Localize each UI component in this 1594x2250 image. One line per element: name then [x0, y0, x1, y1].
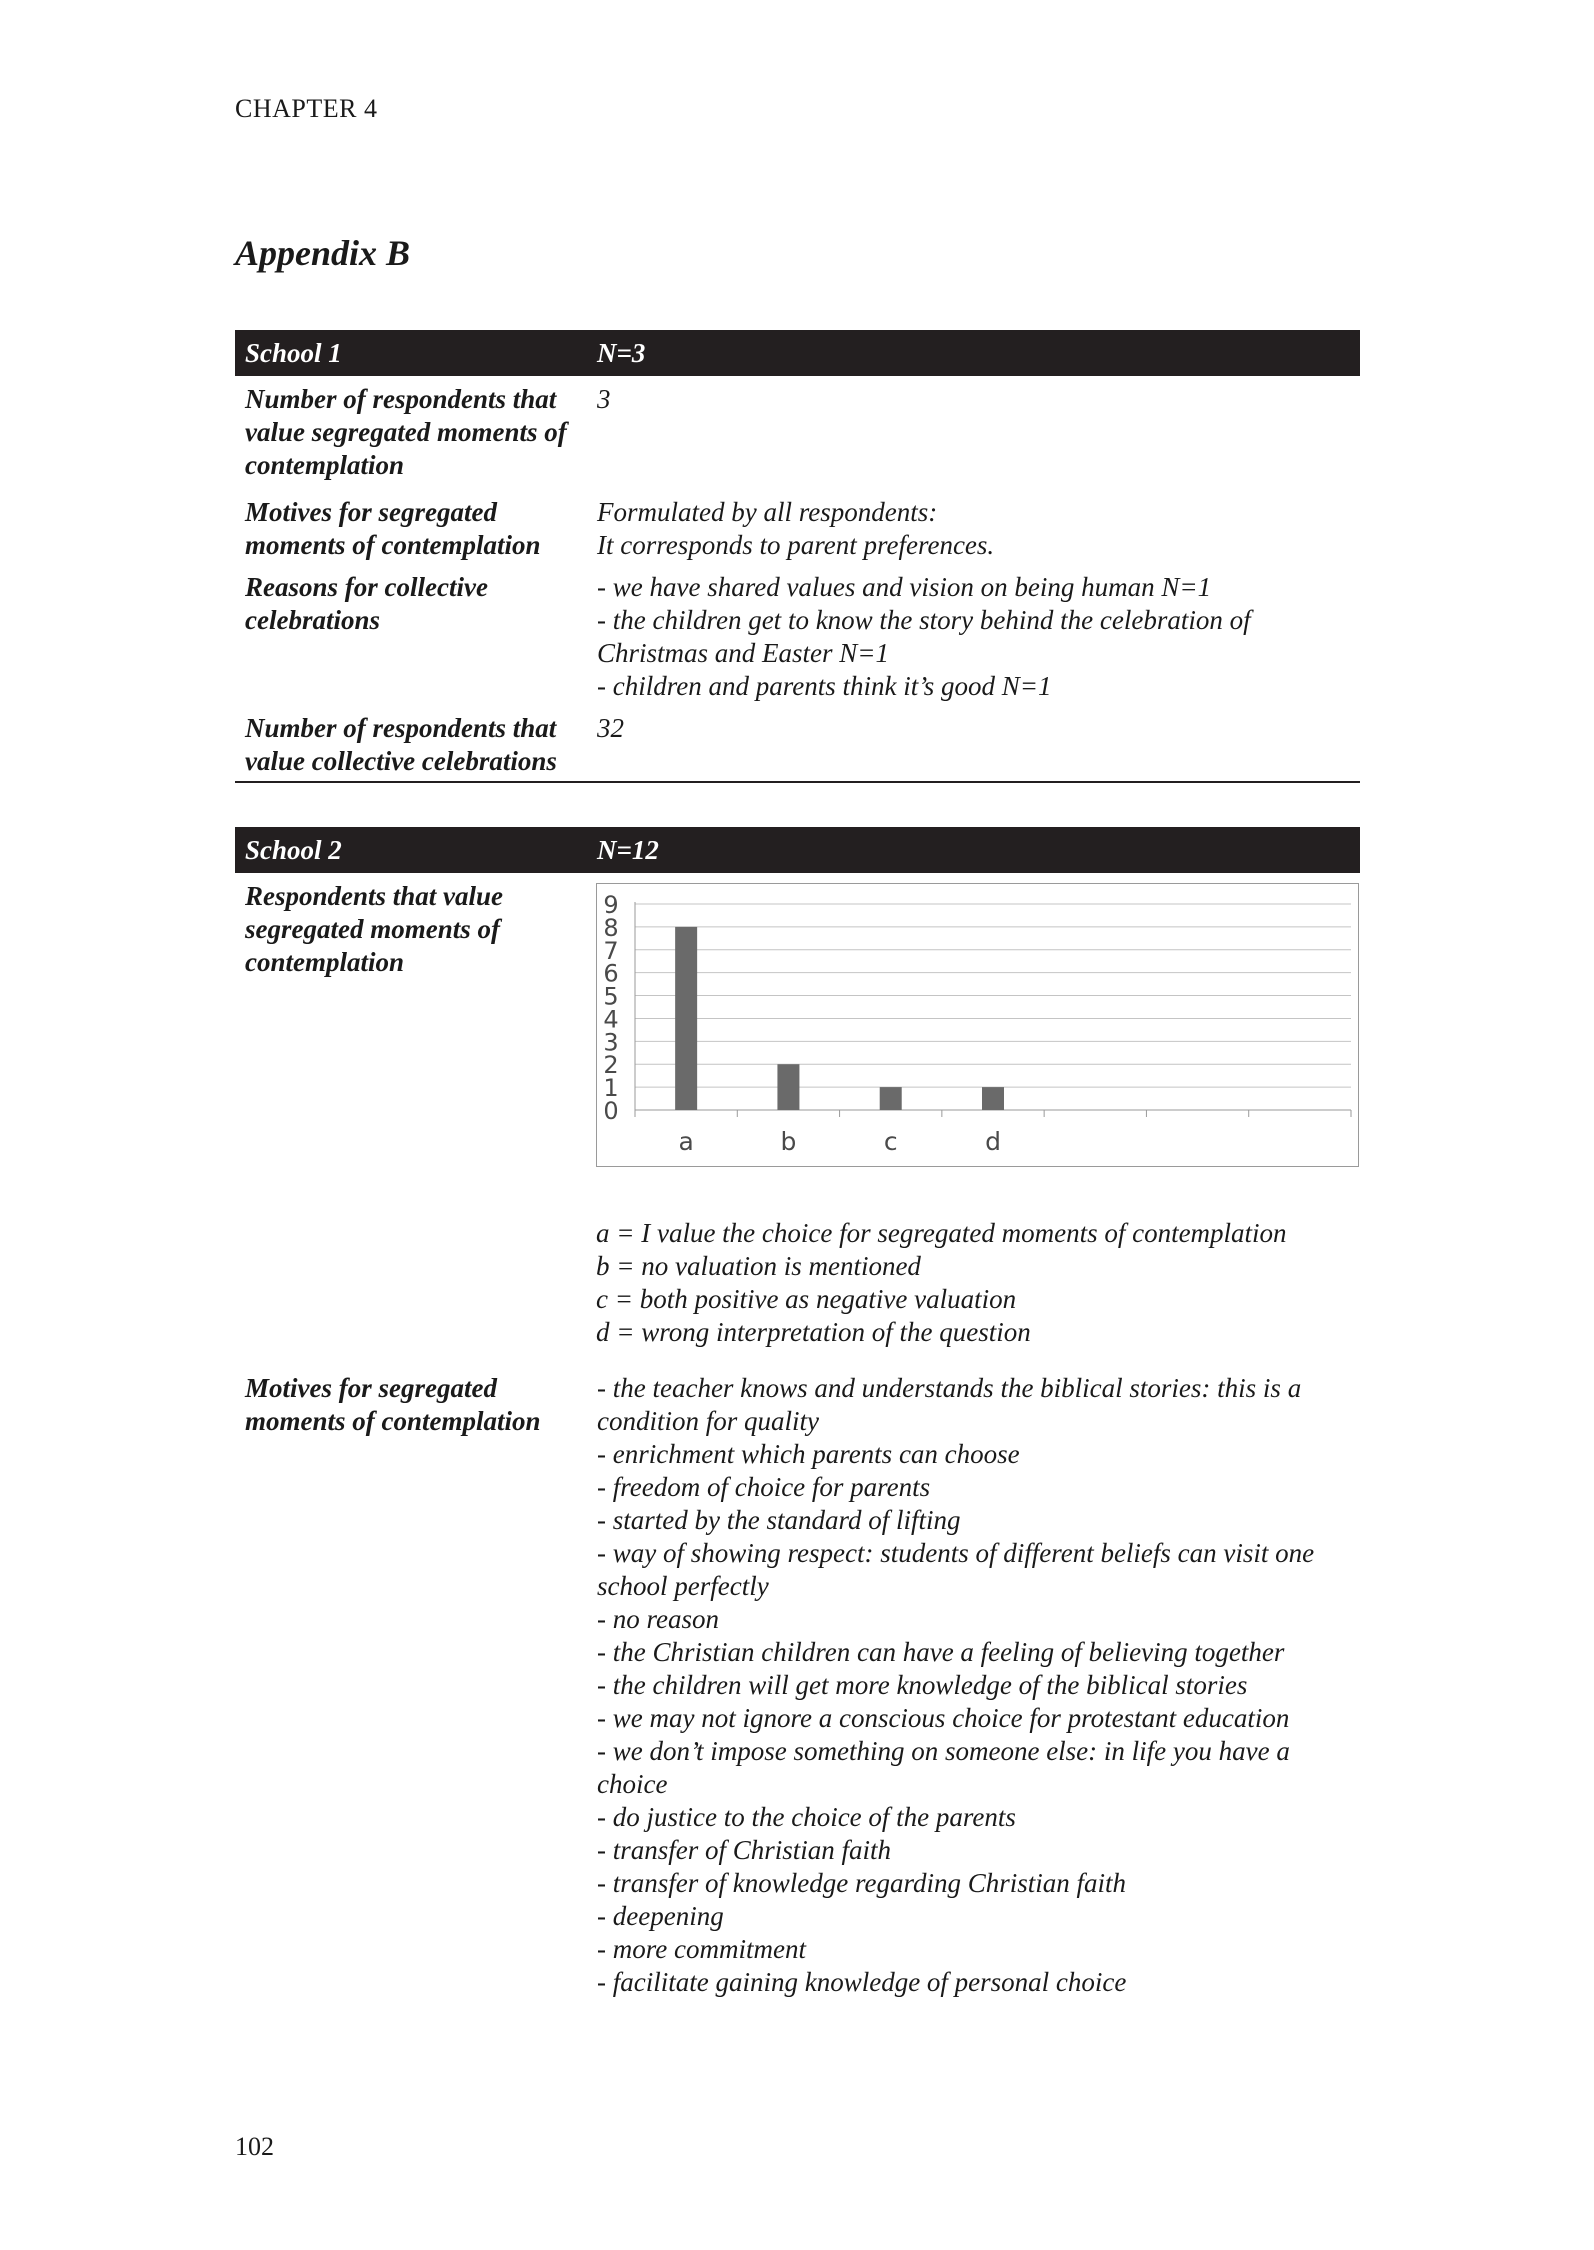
motive-line: - we may not ignore a conscious choice for protestant education: [597, 1703, 1290, 1733]
value-line: 3: [597, 384, 611, 414]
school2-motives-section: [235, 1372, 1360, 1999]
motive-line: - the Christian children can have a feeling of believing together: [597, 1637, 1285, 1667]
row-value: [587, 1372, 1360, 1999]
school2-header-name: School 2: [245, 834, 342, 865]
page-number: 102: [235, 2132, 274, 2161]
row-value: [587, 571, 1360, 703]
row-value: [587, 383, 1360, 482]
chart-legend: [596, 1217, 1287, 1349]
school2-header: [235, 827, 1360, 873]
motive-line: - started by the standard of lifting: [597, 1505, 961, 1535]
motive-line: - enrichment which parents can choose: [597, 1439, 1020, 1469]
school1-header-count: N=3: [597, 337, 646, 368]
row-value: [587, 712, 1360, 778]
school1-row-collective-count: [235, 703, 1360, 783]
y-tick-label: 5: [603, 982, 619, 1011]
respondents-bar-chart: [596, 883, 1359, 1167]
value-line: - children and parents think it’s good N=1: [597, 671, 1052, 701]
legend-line: d = wrong interpretation of the question: [596, 1317, 1031, 1347]
value-line: Formulated by all respondents:: [597, 497, 938, 527]
school2-row-motives: [235, 1372, 1360, 1999]
y-tick-label: 7: [603, 936, 619, 965]
bar-b: [777, 1064, 799, 1110]
bar-chart-svg: [597, 884, 1357, 1165]
bar-c: [880, 1087, 902, 1110]
motive-line: - way of showing respect: students of different beliefs can visit one school perfectly: [597, 1538, 1315, 1601]
y-tick-label: 9: [603, 891, 619, 919]
y-tick-label: 2: [603, 1051, 619, 1080]
row-value: [587, 496, 1360, 562]
school1-header-name: School 1: [245, 337, 342, 368]
row-label: Motives for segregated moments of contemplation: [245, 497, 541, 560]
y-tick-label: 1: [603, 1074, 619, 1103]
row-label: Number of respondents that value collective celebrations: [245, 713, 557, 776]
value-line: - the children get to know the story behind the celebration of Christmas and Easter N=1: [597, 605, 1251, 668]
x-tick-label: d: [985, 1127, 1001, 1156]
school1-header: [235, 330, 1360, 376]
motive-line: - we don’t impose something on someone else: in life you have a choice: [597, 1736, 1290, 1799]
value-line: - we have shared values and vision on being human N=1: [597, 572, 1212, 602]
running-head: CHAPTER 4: [235, 94, 378, 123]
row-label: Respondents that value segregated moments of contemplation: [245, 881, 504, 977]
y-tick-label: 6: [603, 959, 619, 988]
school1-row-motives: [235, 482, 1360, 562]
y-tick-label: 0: [603, 1097, 619, 1125]
motive-line: - do justice to the choice of the parents: [597, 1802, 1016, 1832]
legend-line: c = both positive as negative valuation: [596, 1284, 1017, 1314]
y-tick-label: 4: [603, 1005, 619, 1034]
motive-line: - facilitate gaining knowledge of personal choice: [597, 1967, 1127, 1997]
school1-table: [235, 330, 1360, 783]
motive-line: - the children will get more knowledge of the biblical stories: [597, 1670, 1248, 1700]
motive-line: - transfer of knowledge regarding Christian faith: [597, 1868, 1126, 1898]
motive-line: - freedom of choice for parents: [597, 1472, 931, 1502]
motive-line: - more commitment: [597, 1934, 806, 1964]
row-label: Reasons for collective celebrations: [245, 572, 488, 635]
motive-line: - no reason: [597, 1604, 719, 1634]
x-tick-label: b: [780, 1127, 797, 1156]
motive-line: - transfer of Christian faith: [597, 1835, 892, 1865]
bar-d: [982, 1087, 1004, 1110]
x-tick-label: a: [678, 1127, 694, 1156]
value-line: 32: [597, 713, 624, 743]
row-label: Number of respondents that value segregated moments of contemplation: [245, 384, 567, 480]
y-tick-label: 8: [603, 913, 619, 942]
legend-line: a = I value the choice for segregated moments of contemplation: [596, 1218, 1287, 1248]
x-tick-label: c: [883, 1127, 898, 1156]
y-tick-label: 3: [603, 1028, 619, 1057]
value-line: It corresponds to parent preferences.: [597, 530, 995, 560]
legend-line: b = no valuation is mentioned: [596, 1251, 921, 1281]
row-label: Motives for segregated moments of contemplation: [245, 1373, 541, 1436]
school1-row-reasons: [235, 562, 1360, 703]
motive-line: - deepening: [597, 1901, 724, 1931]
bar-a: [675, 927, 697, 1110]
school2-header-count: N=12: [597, 834, 659, 865]
school1-row-segregated-count: [235, 376, 1360, 482]
appendix-title: Appendix B: [235, 233, 411, 273]
motive-line: - the teacher knows and understands the biblical stories: this is a condition for quality: [597, 1373, 1302, 1436]
